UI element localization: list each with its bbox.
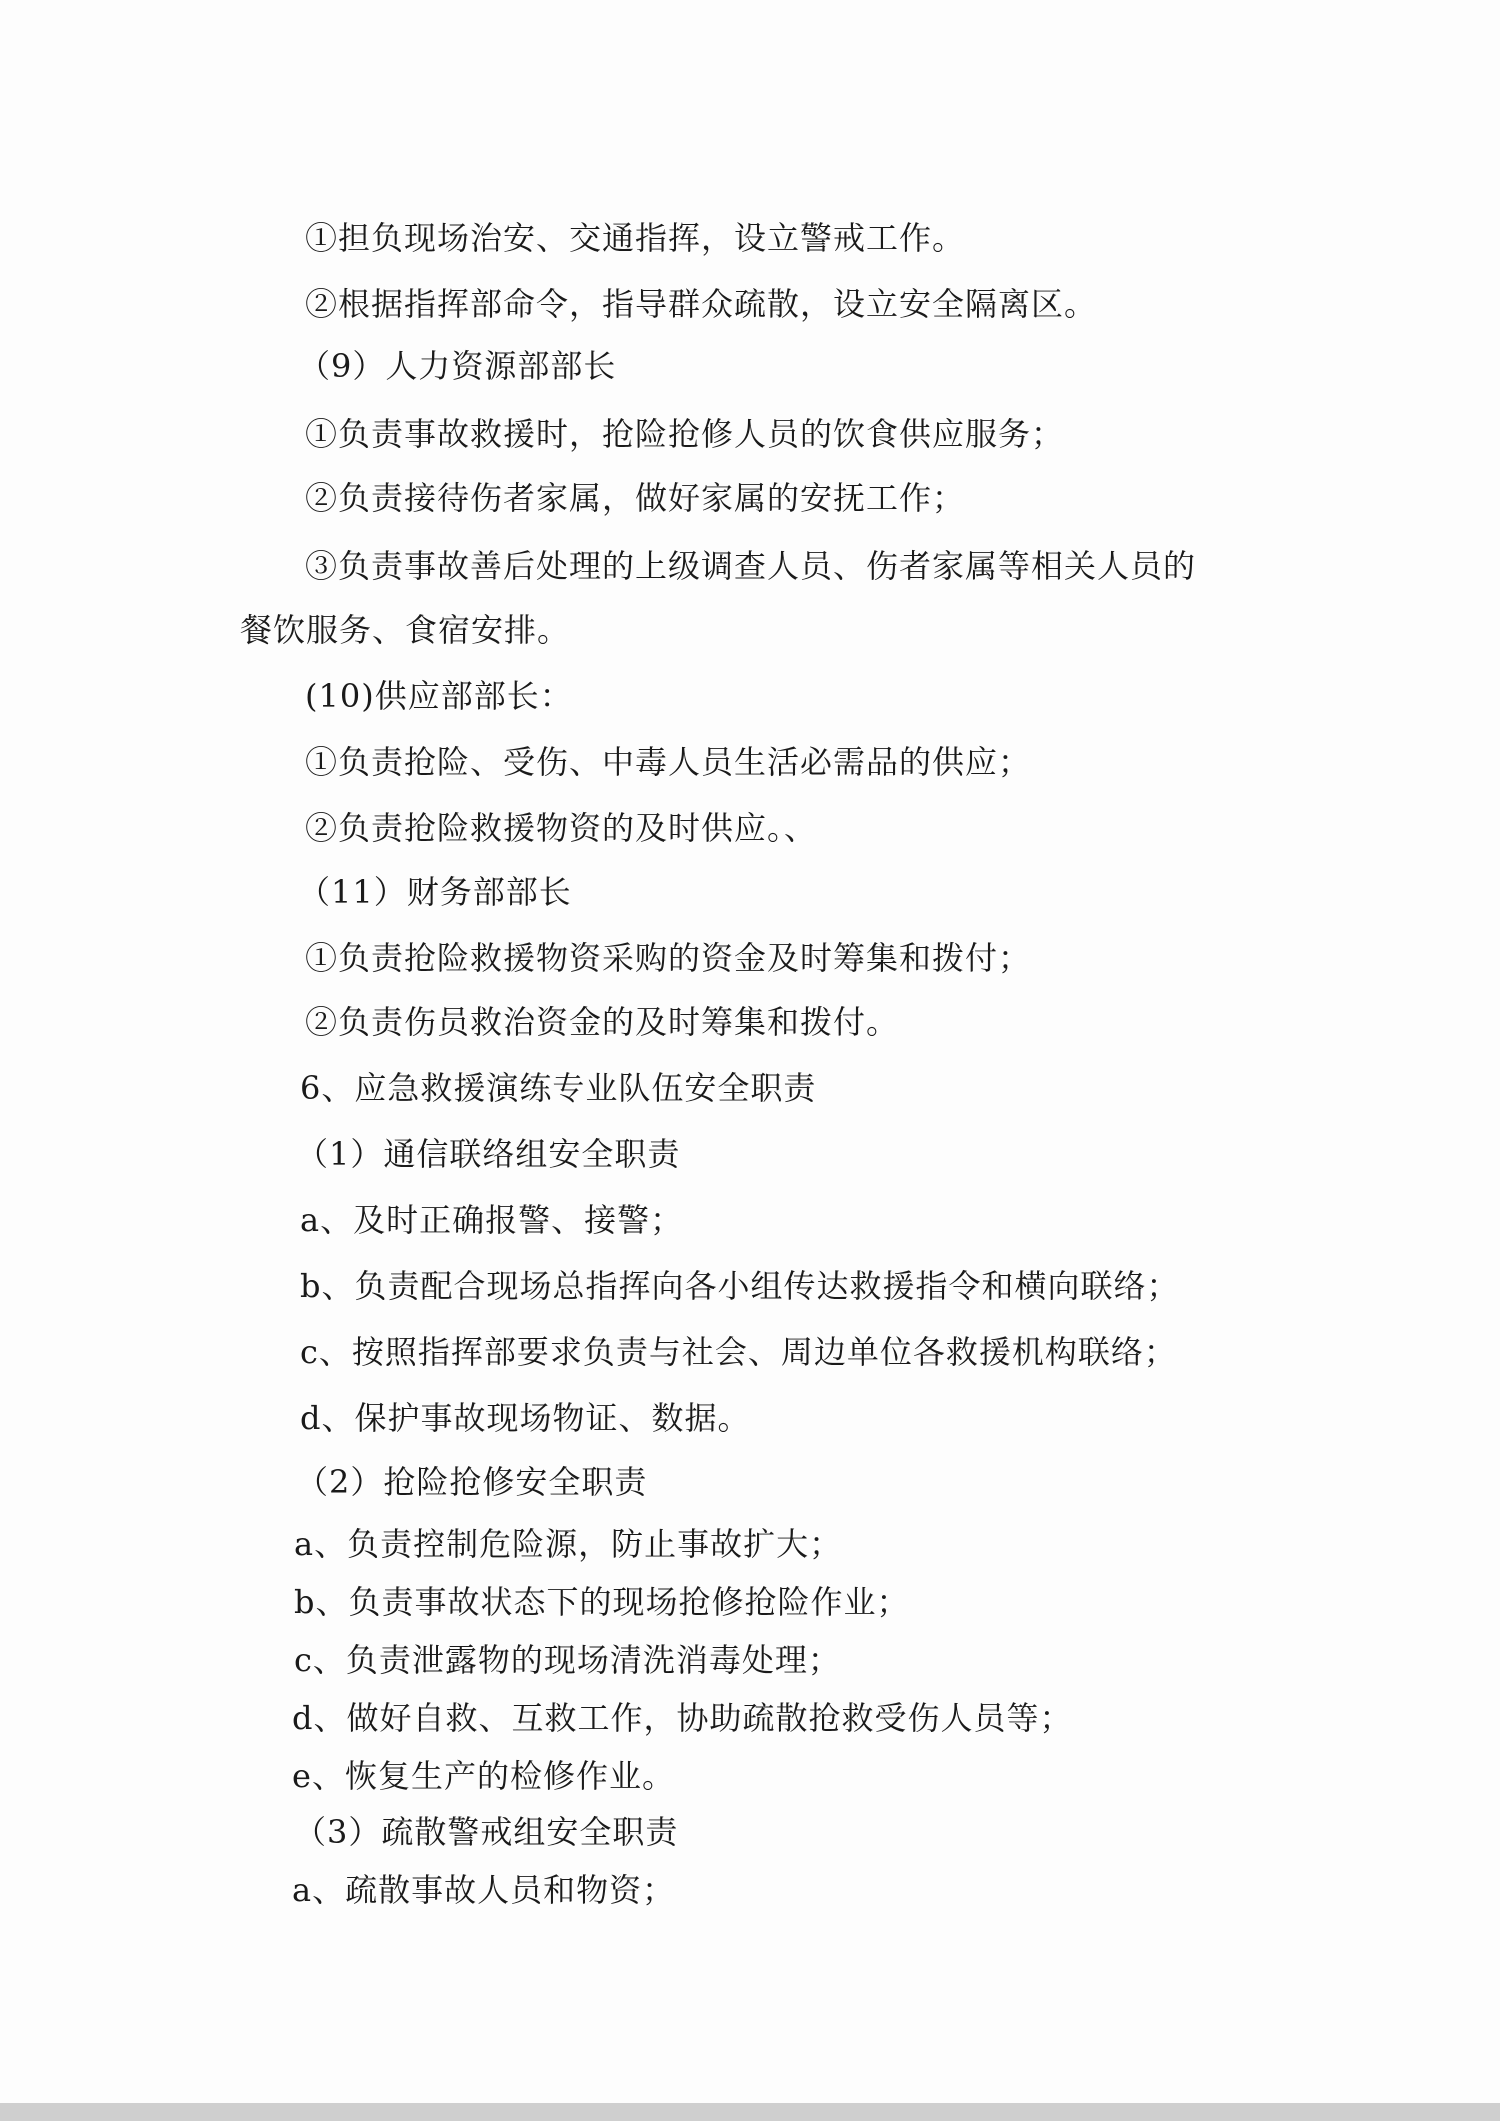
text-line: a、及时正确报警、接警； [300, 1201, 684, 1239]
text-line: d、保护事故现场物证、数据。 [300, 1399, 751, 1437]
text-line: ①担负现场治安、交通指挥，设立警戒工作。 [305, 219, 966, 257]
text-line: ①负责抢险救援物资采购的资金及时筹集和拨付； [305, 939, 1032, 977]
text-line: e、恢复生产的检修作业。 [292, 1757, 675, 1795]
text-line: c、按照指挥部要求负责与社会、周边单位各救援机构联络； [300, 1333, 1177, 1371]
text-line: （1）通信联络组安全职责 [296, 1135, 681, 1173]
text-line: ②负责伤员救治资金的及时筹集和拨付。 [305, 1003, 900, 1041]
text-line: （3）疏散警戒组安全职责 [294, 1813, 679, 1851]
text-line: b、负责配合现场总指挥向各小组传达救援指令和横向联络； [300, 1267, 1180, 1305]
text-line: 餐饮服务、食宿安排。 [240, 611, 571, 649]
text-line: （9）人力资源部部长 [298, 347, 617, 385]
text-line: b、负责事故状态下的现场抢修抢险作业； [294, 1583, 910, 1621]
text-line: d、做好自救、互救工作，协助疏散抢救受伤人员等； [292, 1699, 1073, 1737]
text-line: （2）抢险抢修安全职责 [296, 1463, 648, 1501]
text-line: ③负责事故善后处理的上级调查人员、伤者家属等相关人员的 [305, 547, 1197, 585]
text-line: a、疏散事故人员和物资； [292, 1871, 676, 1909]
scan-edge [0, 2103, 1500, 2121]
text-line: ①负责抢险、受伤、中毒人员生活必需品的供应； [305, 743, 1032, 781]
text-line: ②根据指挥部命令，指导群众疏散，设立安全隔离区。 [305, 285, 1098, 323]
text-line: a、负责控制危险源，防止事故扩大； [294, 1525, 843, 1563]
text-line: （11）财务部部长 [298, 873, 572, 911]
text-line: 6、应急救援演练专业队伍安全职责 [300, 1069, 817, 1107]
text-line: (10)供应部部长： [305, 677, 573, 715]
text-line: ②负责抢险救援物资的及时供应。、 [305, 809, 818, 847]
text-line: ①负责事故救援时，抢险抢修人员的饮食供应服务； [305, 415, 1065, 453]
text-line: ②负责接待伤者家属，做好家属的安抚工作； [305, 479, 966, 517]
text-line: c、负责泄露物的现场清洗消毒处理； [294, 1641, 841, 1679]
